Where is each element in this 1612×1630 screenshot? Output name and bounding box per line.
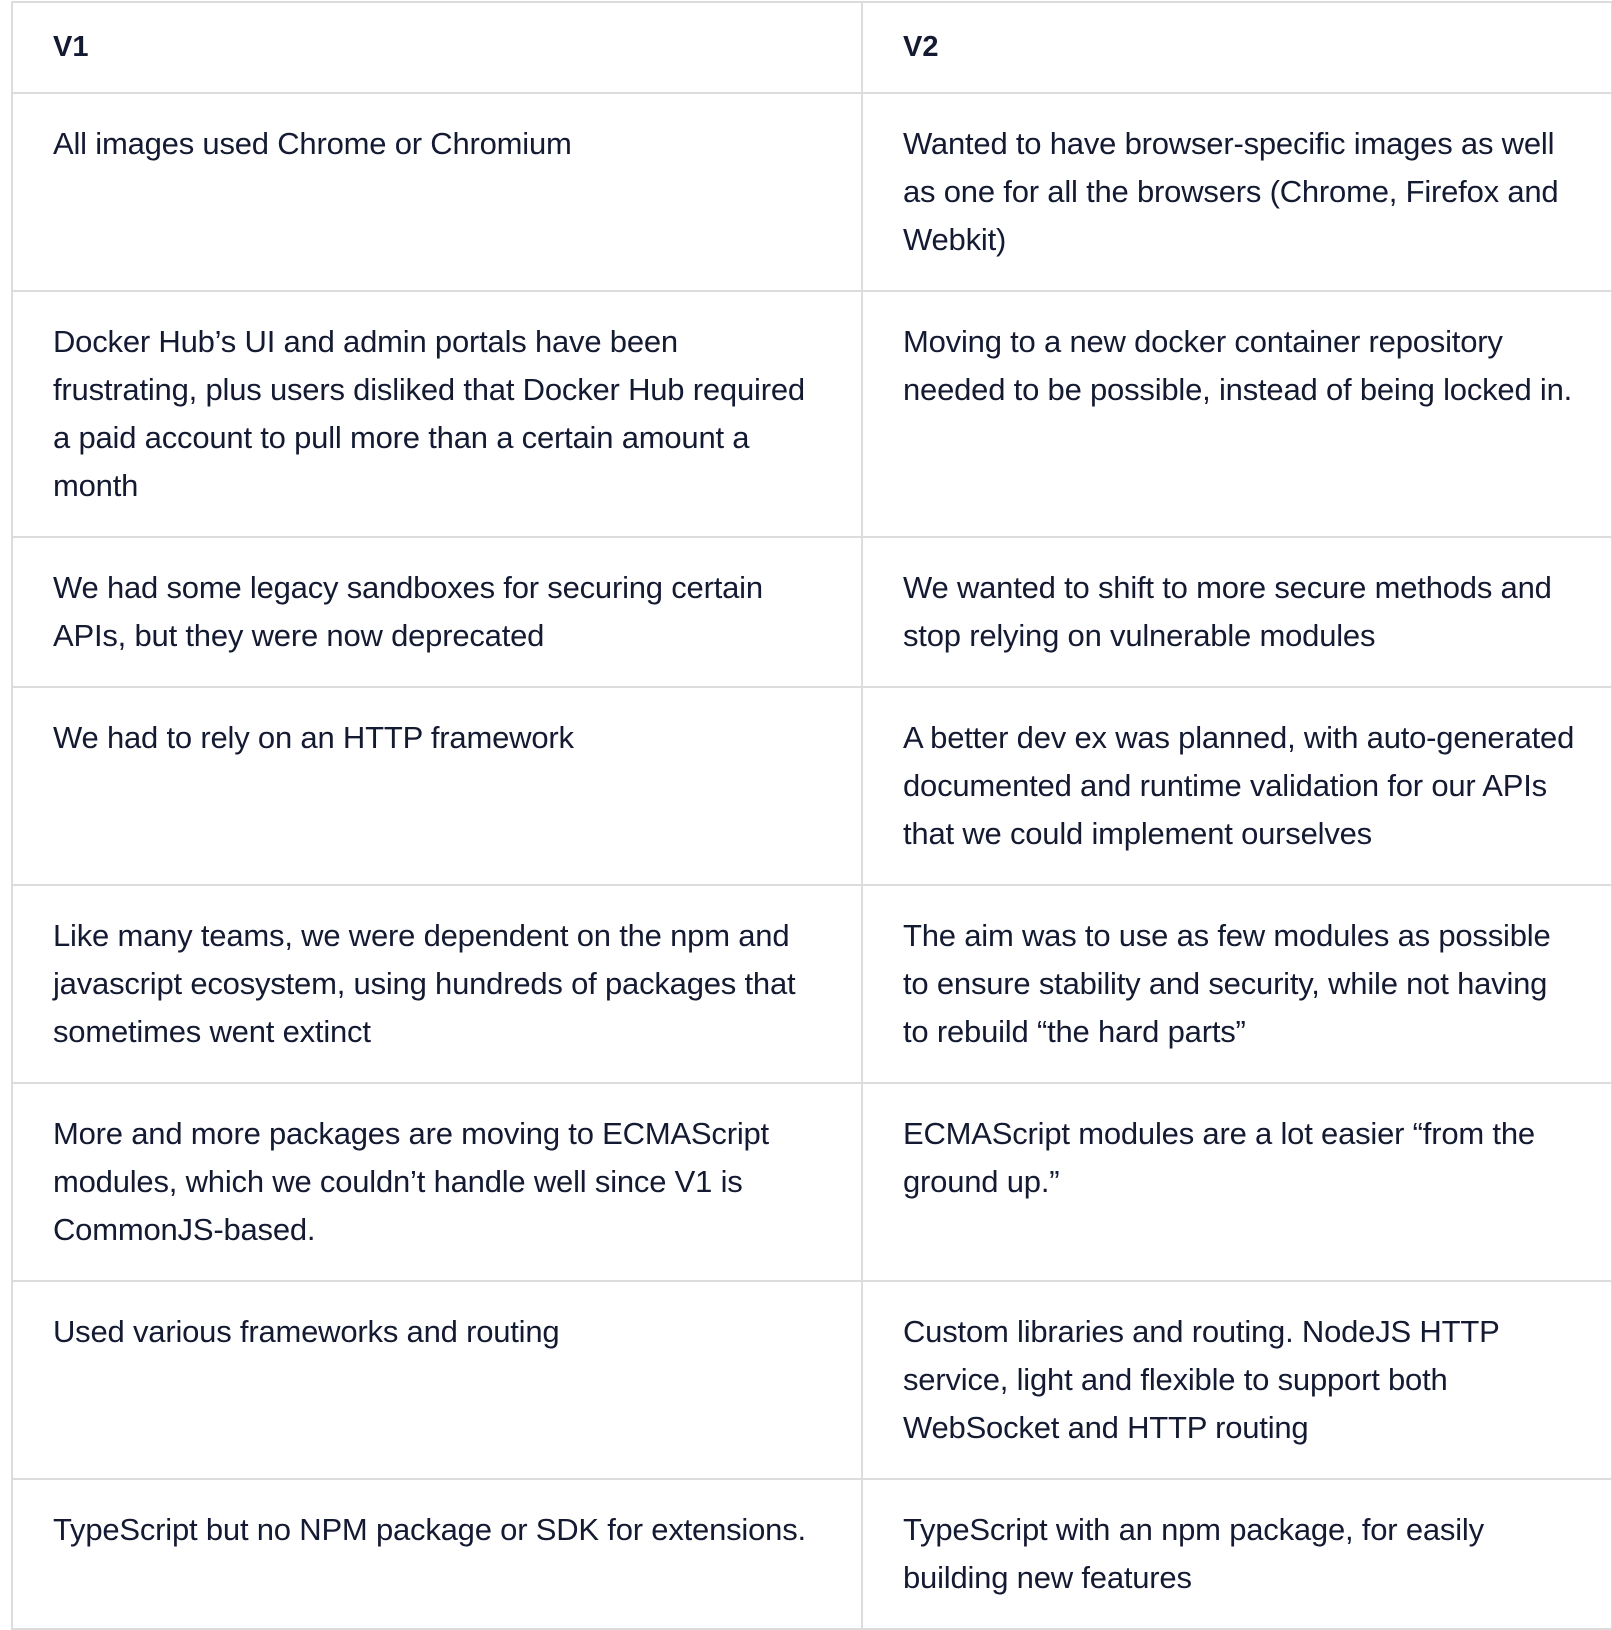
table-row (12, 291, 1612, 537)
table-row (12, 1281, 1612, 1479)
table-row (12, 1479, 1612, 1629)
table-cell-v1: We had to rely on an HTTP framework (12, 687, 862, 885)
table-row (12, 1083, 1612, 1281)
comparison-table (11, 1, 1612, 1630)
comparison-table-container (11, 1, 1611, 1630)
table-cell-v2: A better dev ex was planned, with auto-generated documented and runtime validation for our APIs that we could implement ourselves (862, 687, 1612, 885)
table-cell-v1: Docker Hub’s UI and admin portals have been frustrating, plus users disliked that Docker Hub required a paid account to pull more than a certain amount a month (12, 291, 862, 537)
column-header-v1: V1 (12, 2, 862, 93)
table-cell-v2: We wanted to shift to more secure methods and stop relying on vulnerable modules (862, 537, 1612, 687)
table-cell-v1: More and more packages are moving to ECMAScript modules, which we couldn’t handle well since V1 is CommonJS-based. (12, 1083, 862, 1281)
table-cell-v2: Wanted to have browser-specific images as well as one for all the browsers (Chrome, Firefox and Webkit) (862, 93, 1612, 291)
table-row (12, 885, 1612, 1083)
table-cell-v1: We had some legacy sandboxes for securing certain APIs, but they were now deprecated (12, 537, 862, 687)
table-header-row (12, 2, 1612, 93)
table-cell-v2: Custom libraries and routing. NodeJS HTTP service, light and flexible to support both WebSocket and HTTP routing (862, 1281, 1612, 1479)
table-cell-v1: Used various frameworks and routing (12, 1281, 862, 1479)
table-cell-v2: The aim was to use as few modules as possible to ensure stability and security, while not having to rebuild “the hard parts” (862, 885, 1612, 1083)
table-cell-v1: Like many teams, we were dependent on the npm and javascript ecosystem, using hundreds of packages that sometimes went extinct (12, 885, 862, 1083)
table-cell-v2: TypeScript with an npm package, for easily building new features (862, 1479, 1612, 1629)
column-header-v2: V2 (862, 2, 1612, 93)
table-cell-v1: TypeScript but no NPM package or SDK for extensions. (12, 1479, 862, 1629)
table-cell-v2: Moving to a new docker container repository needed to be possible, instead of being locked in. (862, 291, 1612, 537)
table-row (12, 93, 1612, 291)
table-row (12, 537, 1612, 687)
table-cell-v2: ECMAScript modules are a lot easier “from the ground up.” (862, 1083, 1612, 1281)
table-row (12, 687, 1612, 885)
table-cell-v1: All images used Chrome or Chromium (12, 93, 862, 291)
